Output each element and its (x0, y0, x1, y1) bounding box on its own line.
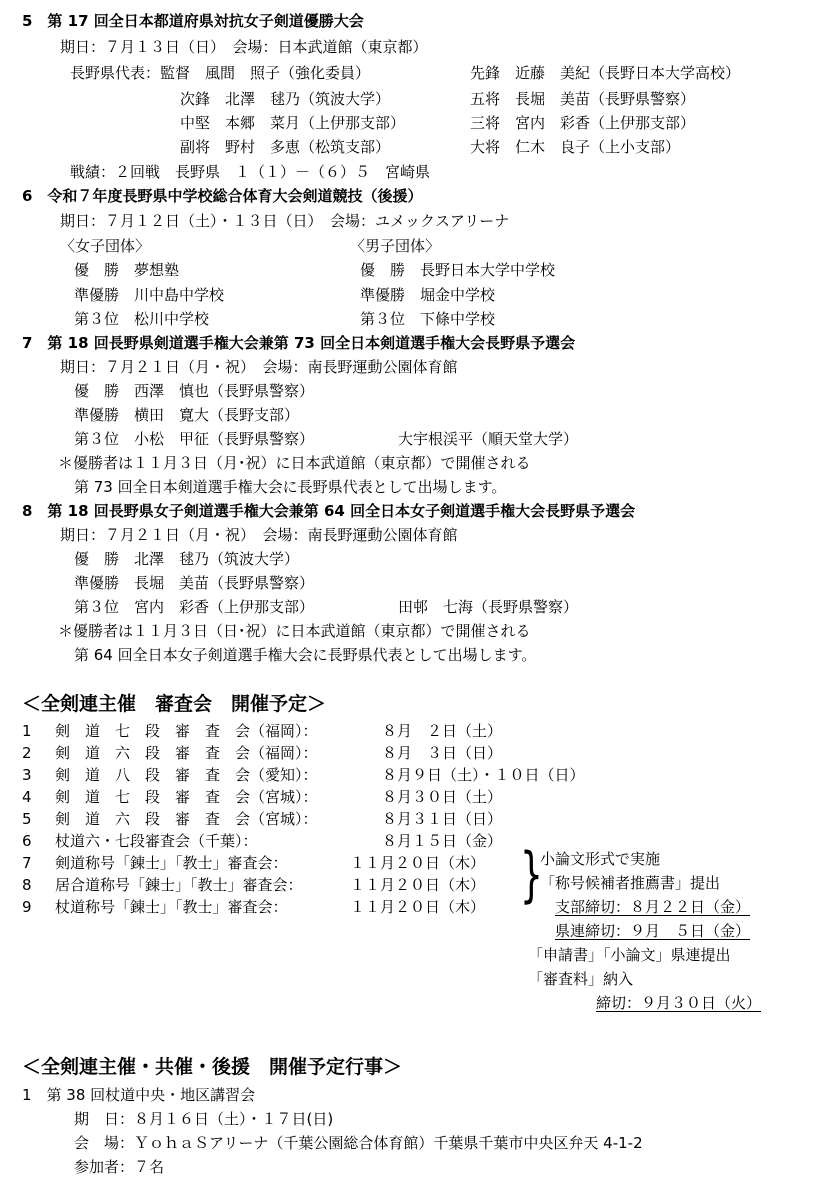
section-7-winner-2: 準優勝 横田 寛大（長野支部） (74, 406, 300, 424)
exam-item-number: 6 (22, 832, 32, 850)
brace-symbol: } (520, 840, 543, 910)
section-6-boys-1: 優 勝 長野日本大学中学校 (360, 261, 556, 279)
exam-item-date: ８月９日（土）・１０日（日） (382, 766, 585, 784)
exam-item-name: 剣道称号「錬士」「教士」審査会： (55, 854, 288, 872)
exam-item-name: 杖道称号「錬士」「教士」審査会： (55, 898, 288, 916)
exam-item-date: ８月 ２日（土） (382, 722, 503, 740)
exam-item-date: ８月３０日（土） (382, 788, 503, 806)
section-8-date: 期日：７月２１日（月・祝） 会場：南長野運動公園体育館 (60, 526, 458, 544)
section-5-roster-1b: 先鋒 近藤 美紀（長野日本大学高校） (470, 64, 741, 82)
section-5-roster-1a: 長野県代表：監督 風間 照子（強化委員） (70, 64, 371, 82)
exam-side-note-5: 「申請書」「小論文」県連提出 (528, 946, 731, 964)
exam-item-number: 4 (22, 788, 32, 806)
section-6-girls-1: 優 勝 夢想塾 (74, 261, 180, 279)
exam-heading: ＜全剣連主催 審査会 開催予定＞ (22, 693, 327, 715)
exam-side-note-7: 締切：９月３０日（火） (596, 994, 762, 1012)
section-6-boys-2: 準優勝 堀金中学校 (360, 286, 496, 304)
section-8-winner-3b: 田邨 七海（長野県警察） (398, 598, 579, 616)
section-7-title: 7 第 18 回長野県剣道選手権大会兼第 73 回全日本剣道選手権大会長野県予選会 (22, 334, 576, 352)
exam-side-note-3: 支部締切：８月２２日（金） (555, 898, 751, 916)
exam-item-name: 剣 道 七 段 審 査 会（福岡）： (55, 722, 318, 740)
exam-item-name: 杖道六・七段審査会（千葉）： (55, 832, 258, 850)
section-7-note-1: ＊優勝者は１１月３日（月･祝）に日本武道館（東京都）で開催される (58, 454, 531, 472)
exam-item-date: １１月２０日（木） (350, 876, 486, 894)
section-6-title: 6 令和７年度長野県中学校総合体育大会剣道競技（後援） (22, 187, 423, 205)
section-6-girls-heading: 〈女子団体〉 (60, 237, 151, 255)
events-date: 期 日：８月１６日（土）・１７日(日) (74, 1110, 334, 1128)
exam-item-number: 5 (22, 810, 32, 828)
section-7-date: 期日：７月２１日（月・祝） 会場：南長野運動公園体育館 (60, 358, 458, 376)
section-5-roster-2a: 次鋒 北澤 毬乃（筑波大学） (180, 90, 391, 108)
events-participants: 参加者：７名 (74, 1158, 165, 1176)
section-5-title: 5 第 17 回全日本都道府県対抗女子剣道優勝大会 (22, 12, 364, 30)
exam-item-date: ８月３１日（日） (382, 810, 503, 828)
section-8-note-1: ＊優勝者は１１月３日（日･祝）に日本武道館（東京都）で開催される (58, 622, 531, 640)
events-venue: 会 場：ＹｏｈａＳアリーナ（千葉公園総合体育館）千葉県千葉市中央区弁天 4-1-2 (74, 1134, 643, 1152)
exam-item-name: 剣 道 六 段 審 査 会（福岡）： (55, 744, 318, 762)
section-5-roster-3b: 三将 宮内 彩香（上伊那支部） (470, 114, 696, 132)
section-8-winner-2: 準優勝 長堀 美苗（長野県警察） (74, 574, 315, 592)
exam-item-number: 7 (22, 854, 32, 872)
section-7-winner-3b: 大宇根渓平（順天堂大学） (398, 430, 579, 448)
section-7-winner-1: 優 勝 西澤 慎也（長野県警察） (74, 382, 315, 400)
exam-side-note-6: 「審査料」納入 (528, 970, 634, 988)
section-5-date: 期日：７月１３日（日） 会場：日本武道館（東京都） (60, 38, 428, 56)
exam-item-date: ８月 ３日（日） (382, 744, 503, 762)
events-heading: ＜全剣連主催・共催・後援 開催予定行事＞ (22, 1056, 403, 1078)
exam-item-number: 8 (22, 876, 32, 894)
section-5-roster-3a: 中堅 本郷 菜月（上伊那支部） (180, 114, 406, 132)
section-7-winner-3a: 第３位 小松 甲征（長野県警察） (74, 430, 315, 448)
section-8-winner-1: 優 勝 北澤 毬乃（筑波大学） (74, 550, 300, 568)
exam-item-number: 9 (22, 898, 32, 916)
section-7-note-2: 第 73 回全日本剣道選手権大会に長野県代表として出場します。 (74, 478, 507, 496)
section-8-winner-3a: 第３位 宮内 彩香（上伊那支部） (74, 598, 315, 616)
exam-item-date: ８月１５日（金） (382, 832, 503, 850)
section-6-girls-2: 準優勝 川中島中学校 (74, 286, 225, 304)
exam-side-note-2: 「称号候補者推薦書」提出 (540, 874, 721, 892)
exam-item-name: 居合道称号「錬士」「教士」審査会： (55, 876, 303, 894)
section-8-note-2: 第 64 回全日本女子剣道選手権大会に長野県代表として出場します。 (74, 646, 537, 664)
exam-item-name: 剣 道 六 段 審 査 会（宮城）： (55, 810, 318, 828)
exam-item-number: 2 (22, 744, 32, 762)
exam-item-number: 3 (22, 766, 32, 784)
exam-side-note-4: 県連締切：９月 ５日（金） (555, 922, 751, 940)
events-title: 1 第 38 回杖道中央・地区講習会 (22, 1086, 256, 1104)
exam-side-note-1: 小論文形式で実施 (540, 850, 661, 868)
section-5-roster-4a: 副将 野村 多恵（松筑支部） (180, 138, 391, 156)
exam-item-date: １１月２０日（木） (350, 854, 486, 872)
exam-item-number: 1 (22, 722, 32, 740)
exam-item-date: １１月２０日（木） (350, 898, 486, 916)
exam-item-name: 剣 道 八 段 審 査 会（愛知）： (55, 766, 318, 784)
section-6-boys-heading: 〈男子団体〉 (350, 237, 441, 255)
section-6-girls-3: 第３位 松川中学校 (74, 310, 210, 328)
section-8-title: 8 第 18 回長野県女子剣道選手権大会兼第 64 回全日本女子剣道選手権大会長野県予選会 (22, 502, 636, 520)
section-6-date: 期日：７月１２日（土）・１３日（日） 会場：ユメックスアリーナ (60, 212, 510, 230)
exam-item-name: 剣 道 七 段 審 査 会（宮城）： (55, 788, 318, 806)
section-5-roster-2b: 五将 長堀 美苗（長野県警察） (470, 90, 696, 108)
section-5-roster-4b: 大将 仁木 良子（上小支部） (470, 138, 681, 156)
section-5-result: 戦績：２回戦 長野県 １（１）－（６）５ 宮崎県 (70, 163, 431, 181)
section-6-boys-3: 第３位 下條中学校 (360, 310, 496, 328)
